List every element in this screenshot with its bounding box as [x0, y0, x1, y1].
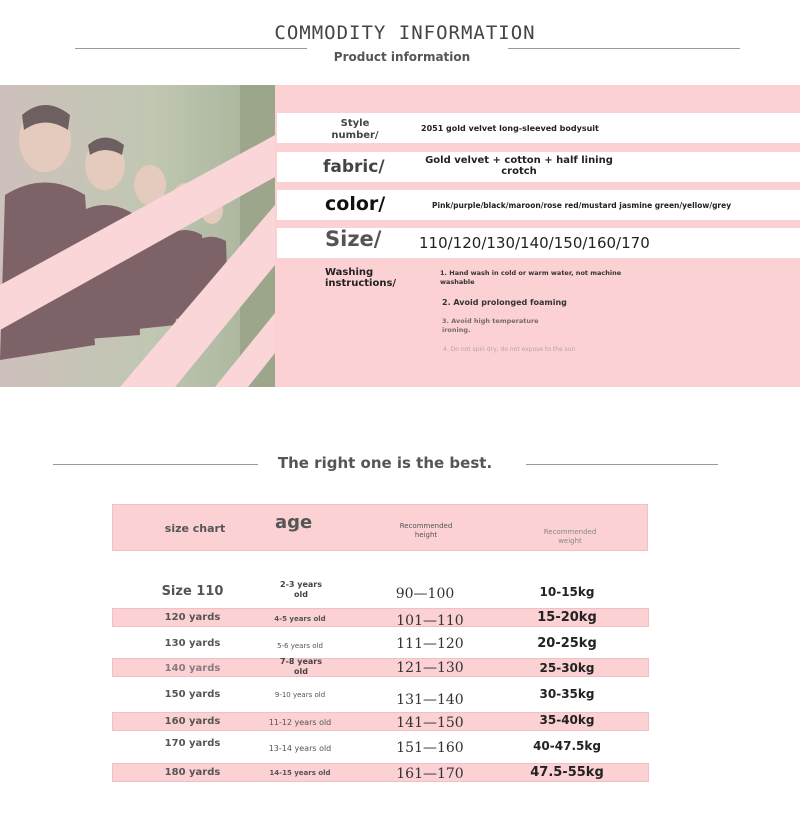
table-row-size: 160 yards: [164, 716, 221, 727]
table-row-weight: 20-25kg: [537, 636, 597, 651]
washing-item-4: 4. Do not spin dry, do not expose to the sun: [443, 346, 576, 353]
table-row-height: 141—150: [396, 715, 464, 731]
style-label: Style number/: [331, 118, 379, 141]
table-row-age: 13-14 years old: [268, 744, 332, 753]
style-value: 2051 gold velvet long-sleeved bodysuit: [421, 124, 599, 133]
table-row-height: 111—120: [396, 636, 464, 652]
table-row-weight: 40-47.5kg: [533, 739, 601, 753]
table-row-age: 2-3 years old: [280, 580, 322, 599]
table-row-height: 101—110: [396, 613, 464, 629]
table-row-size: 140 yards: [164, 663, 221, 674]
washing-item-3: 3. Avoid high temperature ironing.: [442, 317, 539, 334]
size-chart-title: The right one is the best.: [277, 454, 493, 472]
table-row-age: 11-12 years old: [268, 718, 332, 727]
table-row-size: 180 yards: [164, 767, 221, 778]
table-row-size: 130 yards: [164, 638, 221, 649]
table-row-weight: 10-15kg: [539, 585, 595, 599]
header-weight: Recommended weight: [543, 528, 597, 545]
table-row-height: 161—170: [396, 766, 464, 782]
table-row-height: 151—160: [396, 740, 464, 756]
table-row-age: 14-15 years old: [269, 769, 331, 777]
washing-item-1: 1. Hand wash in cold or warm water, not machine washable: [440, 269, 622, 286]
header-age: age: [275, 512, 313, 533]
color-value: Pink/purple/black/maroon/rose red/mustard jasmine green/yellow/grey: [432, 201, 732, 210]
table-row-weight: 35-40kg: [539, 713, 595, 727]
size-label: Size/: [325, 227, 382, 251]
header-divider-right: [508, 48, 740, 49]
table-row-age: 9-10 years old: [274, 691, 326, 699]
page-title: COMMODITY INFORMATION: [274, 22, 536, 44]
table-row-age: 7-8 years old: [280, 657, 322, 676]
washing-label: Washing instructions/: [325, 267, 397, 289]
table-row-height: 131—140: [396, 692, 464, 708]
header-divider-left: [75, 48, 307, 49]
table-row-height: 121—130: [396, 660, 464, 676]
table-row-size: 120 yards: [164, 612, 221, 623]
table-row-age: 4-5 years old: [274, 615, 326, 623]
table-row-size: Size 110: [161, 584, 224, 599]
table-row-weight: 30-35kg: [539, 687, 595, 701]
table-row-age: 5-6 years old: [277, 642, 323, 650]
table-row-weight: 47.5-55kg: [530, 765, 604, 780]
table-row-height: 90—100: [395, 586, 455, 602]
page-subtitle: Product information: [333, 50, 471, 64]
size-value: 110/120/130/140/150/160/170: [419, 234, 650, 252]
header-height: Recommended height: [399, 522, 453, 539]
table-row-weight: 25-30kg: [539, 661, 595, 675]
product-photo: [0, 85, 275, 387]
table-row-weight: 15-20kg: [537, 610, 597, 625]
header-size: size chart: [164, 522, 226, 535]
washing-item-2: 2. Avoid prolonged foaming: [442, 298, 567, 307]
fabric-label: fabric/: [323, 157, 385, 177]
table-row-size: 150 yards: [164, 689, 221, 700]
color-label: color/: [325, 193, 386, 215]
table-row-size: 170 yards: [164, 738, 221, 749]
fabric-value: Gold velvet + cotton + half lining crotch: [425, 155, 613, 177]
